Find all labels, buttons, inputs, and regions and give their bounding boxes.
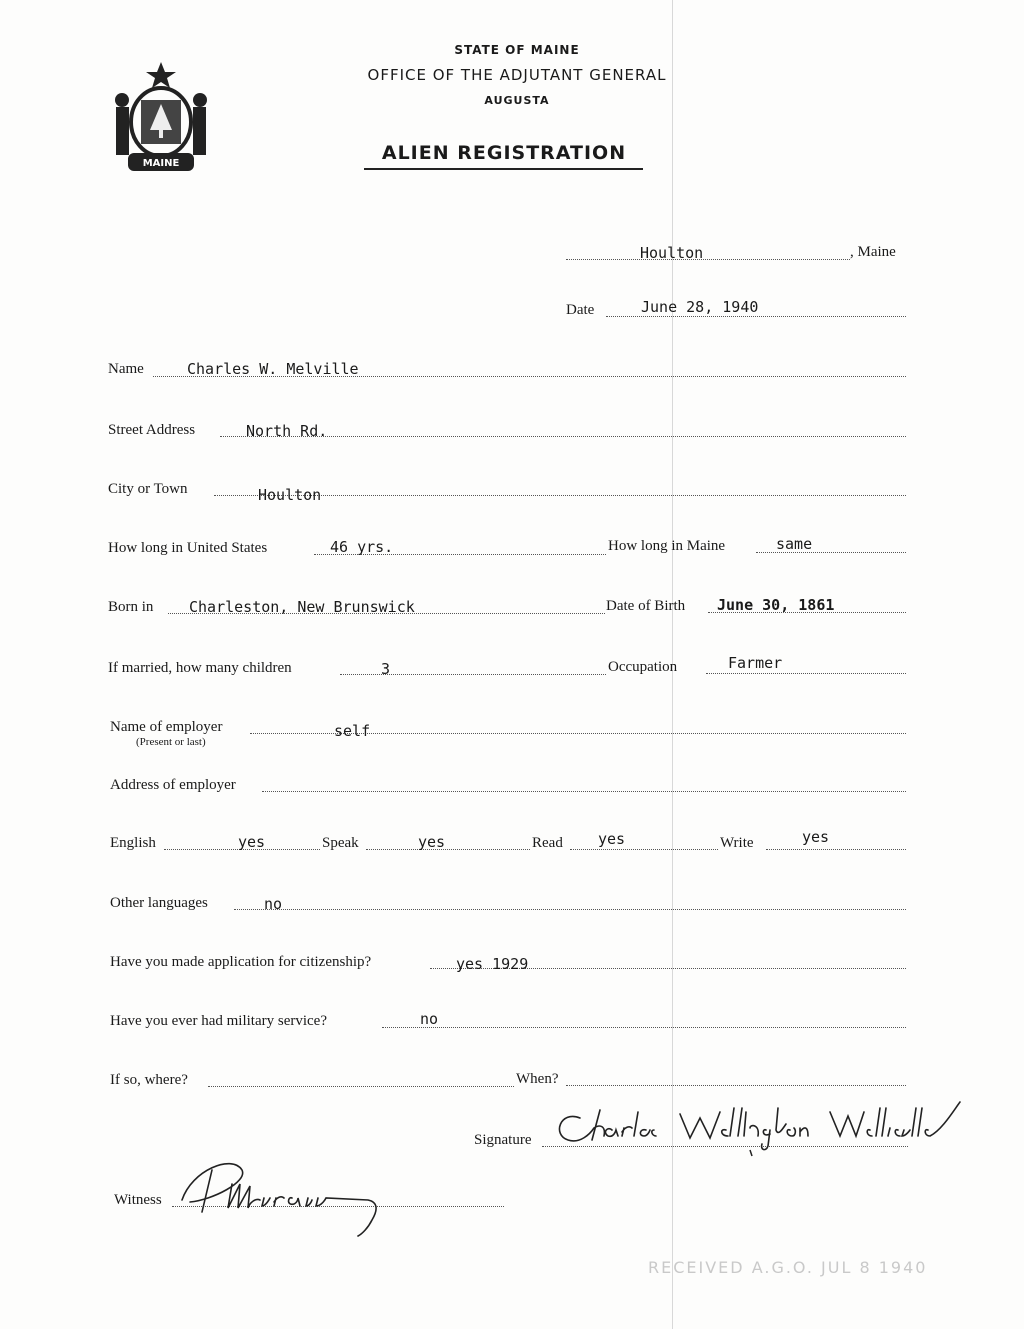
city-label: City or Town xyxy=(108,481,188,497)
how-long-maine-label: How long in Maine xyxy=(608,538,726,554)
children-value: 3 xyxy=(381,660,391,678)
when-line xyxy=(566,1085,906,1086)
read-value: yes xyxy=(598,830,626,848)
street-value: North Rd. xyxy=(246,422,328,440)
military-line xyxy=(382,1027,906,1028)
location-line xyxy=(566,259,850,260)
street-label: Street Address xyxy=(108,422,196,438)
occupation-line xyxy=(706,673,906,674)
occupation-label: Occupation xyxy=(608,659,678,675)
children-line xyxy=(340,674,606,675)
date-line xyxy=(606,316,906,317)
city-heading: AUGUSTA xyxy=(484,94,550,107)
read-line xyxy=(570,849,718,850)
office-heading: OFFICE OF THE ADJUTANT GENERAL xyxy=(367,66,667,84)
english-label: English xyxy=(110,835,156,851)
speak-line xyxy=(366,849,530,850)
when-label: When? xyxy=(516,1071,559,1087)
state-heading: STATE OF MAINE xyxy=(454,43,580,57)
other-languages-label: Other languages xyxy=(110,895,208,911)
children-label: If married, how many children xyxy=(108,660,292,676)
citizenship-value: yes 1929 xyxy=(456,955,529,973)
other-languages-line xyxy=(234,909,906,910)
witness-label: Witness xyxy=(114,1192,162,1208)
employer-address-label: Address of employer xyxy=(110,777,236,793)
military-label: Have you ever had military service? xyxy=(110,1013,327,1029)
dob-value: June 30, 1861 xyxy=(717,596,835,614)
signature-handwriting-icon xyxy=(550,1090,974,1160)
speak-value: yes xyxy=(418,833,446,851)
military-value: no xyxy=(420,1010,439,1028)
title-underline xyxy=(364,168,643,170)
location-town: Houlton xyxy=(640,244,704,262)
received-stamp: RECEIVED A.G.O. JUL 8 1940 xyxy=(648,1258,928,1277)
employer-address-line xyxy=(262,791,906,792)
dob-label: Date of Birth xyxy=(606,598,686,614)
read-label: Read xyxy=(532,835,563,851)
write-label: Write xyxy=(720,835,754,851)
write-value: yes xyxy=(802,828,830,846)
form-title: ALIEN REGISTRATION xyxy=(381,142,627,164)
how-long-us-label: How long in United States xyxy=(108,540,268,556)
other-languages-value: no xyxy=(264,895,283,913)
employer-label: Name of employer xyxy=(110,719,223,735)
occupation-value: Farmer xyxy=(728,654,783,672)
witness-handwriting-icon xyxy=(172,1150,392,1240)
where-label: If so, where? xyxy=(110,1072,188,1088)
signature-label: Signature xyxy=(474,1132,532,1148)
name-label: Name xyxy=(108,361,144,377)
name-value: Charles W. Melville xyxy=(187,360,359,378)
city-value: Houlton xyxy=(258,486,322,504)
speak-label: Speak xyxy=(322,835,359,851)
born-in-label: Born in xyxy=(108,599,154,615)
employer-sublabel: (Present or last) xyxy=(136,736,206,748)
seal-text: MAINE xyxy=(142,158,180,169)
how-long-us-value: 46 yrs. xyxy=(330,538,394,556)
employer-value: self xyxy=(334,722,371,740)
where-line xyxy=(208,1086,514,1087)
location-state: , Maine xyxy=(850,244,896,260)
date-label: Date xyxy=(566,302,595,318)
write-line xyxy=(766,849,906,850)
citizenship-label: Have you made application for citizenship? xyxy=(110,954,372,970)
date-value: June 28, 1940 xyxy=(641,298,759,316)
how-long-maine-value: same xyxy=(776,535,813,553)
english-value: yes xyxy=(238,833,266,851)
born-in-value: Charleston, New Brunswick xyxy=(189,598,415,616)
